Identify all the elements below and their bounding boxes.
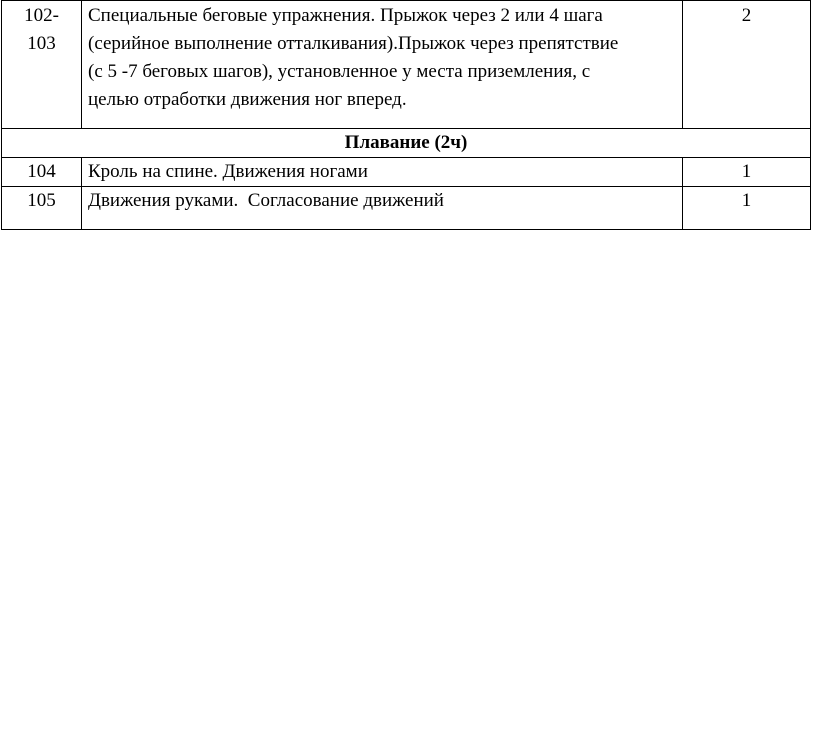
lesson-topic-cell [82, 1, 683, 129]
lesson-hours: 2 [683, 1, 811, 129]
table-row [2, 158, 811, 187]
table-row [2, 187, 811, 230]
section-title: Плавание (2ч) [2, 129, 811, 158]
lesson-hours: 1 [683, 158, 811, 187]
lesson-topic-line: (серийное выполнение отталкивания).Прыжок через препятствие [88, 33, 619, 54]
lesson-topic-line: Специальные беговые упражнения. Прыжок через 2 или 4 шага [88, 5, 603, 26]
lesson-number: 105 [2, 187, 82, 230]
section-header-row [2, 129, 811, 158]
table-row [2, 1, 811, 129]
lesson-topic: Движения руками. Согласование движений [82, 187, 683, 230]
lesson-number: 104 [2, 158, 82, 187]
lesson-number: 102- [24, 5, 59, 26]
lesson-hours: 1 [683, 187, 811, 230]
lesson-plan-table [1, 0, 811, 230]
lesson-topic: Кроль на спине. Движения ногами [82, 158, 683, 187]
lesson-number-cell [2, 1, 82, 129]
lesson-number: 103 [27, 33, 56, 54]
lesson-topic-line: целью отработки движения ног вперед. [88, 89, 407, 110]
lesson-topic-line: (с 5 -7 беговых шагов), установленное у места приземления, с [88, 61, 591, 82]
